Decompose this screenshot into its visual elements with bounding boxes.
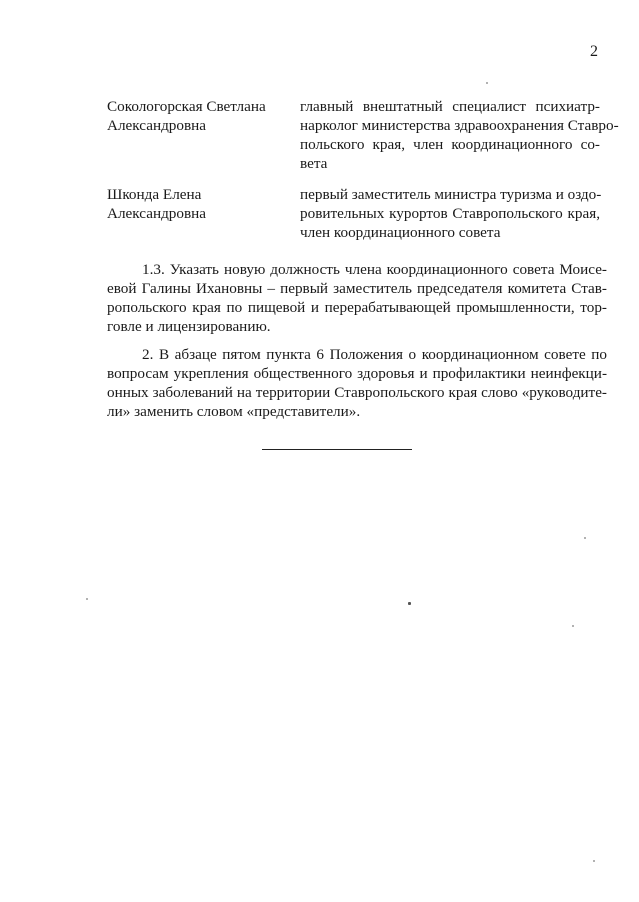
member-role-line: нарколог министерства здравоохранения Ставро- bbox=[300, 117, 619, 134]
paragraph-1-3 bbox=[107, 260, 607, 336]
paragraph-line: говле и лицензированию. bbox=[107, 318, 271, 335]
member-name bbox=[107, 97, 292, 135]
scan-speck bbox=[86, 598, 88, 600]
paragraph-line: онных заболеваний на территории Ставропольского края слово «руководите- bbox=[107, 384, 607, 401]
member-name-line: Александровна bbox=[107, 205, 207, 222]
member-role-line: первый заместитель министра туризма и оздо- bbox=[300, 186, 602, 203]
member-name-line: Александровна bbox=[107, 117, 207, 134]
member-role bbox=[300, 185, 600, 242]
scan-speck bbox=[593, 860, 595, 862]
member-name-line: Шконда Елена bbox=[107, 186, 202, 203]
member-role-line: член координационного совета bbox=[300, 224, 501, 241]
member-name-line: Сокологорская Светлана bbox=[107, 98, 266, 115]
paragraph-line: ли» заменить словом «представители». bbox=[107, 403, 361, 420]
member-name bbox=[107, 185, 292, 223]
page-number: 2 bbox=[590, 43, 598, 60]
paragraph-2 bbox=[107, 345, 607, 421]
member-role bbox=[300, 97, 619, 173]
end-of-document-rule bbox=[262, 449, 412, 450]
paragraph-line: евой Галины Ихановны – первый заместитель председателя комитета Став- bbox=[107, 280, 607, 297]
scan-speck bbox=[584, 537, 586, 539]
member-role-line: вета bbox=[300, 155, 328, 172]
member-role-line: польского края, член координационного со- bbox=[300, 136, 600, 153]
scan-speck bbox=[408, 602, 411, 605]
paragraph-line: вопросам укрепления общественного здоровья и профилактики неинфекци- bbox=[107, 365, 607, 382]
member-role-line: ровительных курортов Ставропольского края, bbox=[300, 205, 600, 222]
scan-speck bbox=[572, 625, 574, 627]
scan-speck bbox=[486, 82, 488, 84]
paragraph-line: 2. В абзаце пятом пункта 6 Положения о координационном совете по bbox=[142, 346, 607, 363]
paragraph-line: 1.3. Указать новую должность члена координационного совета Моисе- bbox=[142, 261, 607, 278]
member-role-line: главный внештатный специалист психиатр- bbox=[300, 98, 600, 115]
paragraph-line: ропольского края по пищевой и перерабатывающей промышленности, тор- bbox=[107, 299, 607, 316]
